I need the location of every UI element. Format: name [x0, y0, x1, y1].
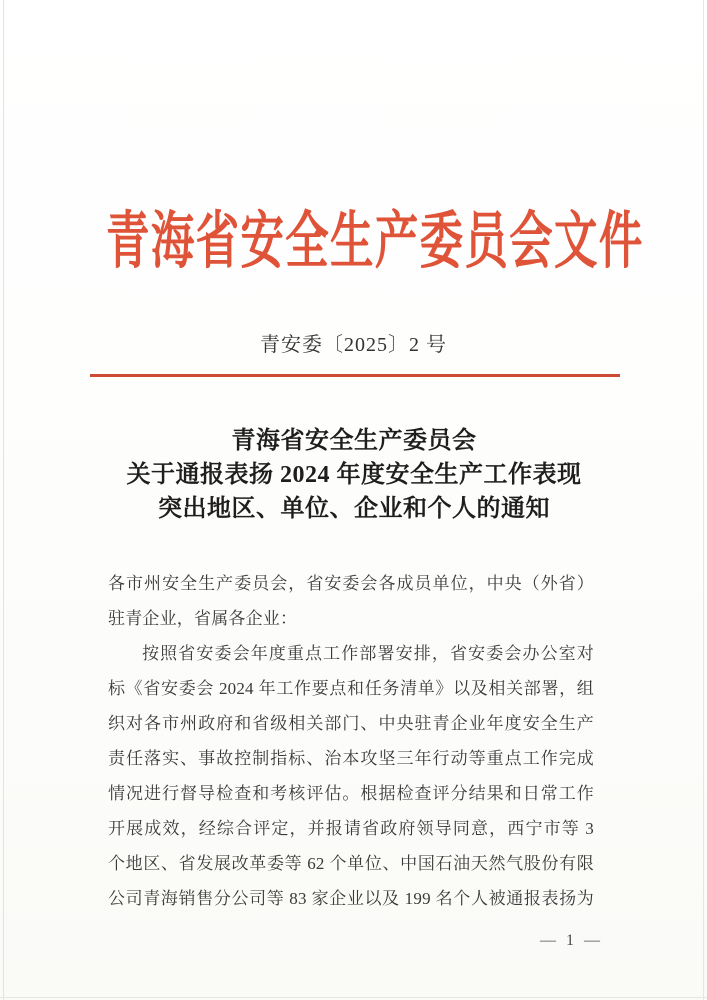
- notice-body: [108, 566, 594, 916]
- notice-title-line: 青海省安全生产委员会: [231, 428, 477, 454]
- body-text-line: 标《省安委会 2024 年工作要点和任务清单》以及相关部署，组: [108, 679, 594, 698]
- agency-header-title: 青海省安全生产委员会文件: [106, 208, 644, 276]
- body-text-line: 按照省安委会年度重点工作部署安排，省安委会办公室对: [142, 644, 594, 663]
- body-text-line: 开展成效，经综合评定，并报请省政府领导同意，西宁市等 3: [108, 819, 594, 838]
- notice-title: [54, 424, 654, 526]
- page-edge-right: [703, 0, 704, 1000]
- document-number: 青安委〔2025〕2 号: [260, 334, 447, 356]
- red-separator-line: [90, 374, 620, 377]
- body-text-line: 各市州安全生产委员会，省安委会各成员单位，中央（外省）: [108, 574, 594, 593]
- body-text-line: 责任落实、事故控制指标、治本攻坚三年行动等重点工作完成: [108, 749, 594, 768]
- body-text-line: 驻青企业，省属各企业：: [108, 609, 298, 628]
- page-edge-bottom: [0, 997, 707, 998]
- body-text-line: 情况进行督导检查和考核评估。根据检查评分结果和日常工作: [108, 784, 594, 803]
- notice-title-line: 关于通报表扬 2024 年度安全生产工作表现: [126, 462, 582, 488]
- page-edge-left: [3, 0, 4, 1000]
- page-number: — 1 —: [540, 932, 603, 949]
- body-text-line: 个地区、省发展改革委等 62 个单位、中国石油天然气股份有限: [108, 854, 594, 873]
- body-text-line: 织对各市州政府和省级相关部门、中央驻青企业年度安全生产: [108, 714, 594, 733]
- notice-title-line: 突出地区、单位、企业和个人的通知: [158, 496, 550, 522]
- body-text-line: 公司青海销售分公司等 83 家企业以及 199 名个人被通报表扬为: [108, 889, 594, 908]
